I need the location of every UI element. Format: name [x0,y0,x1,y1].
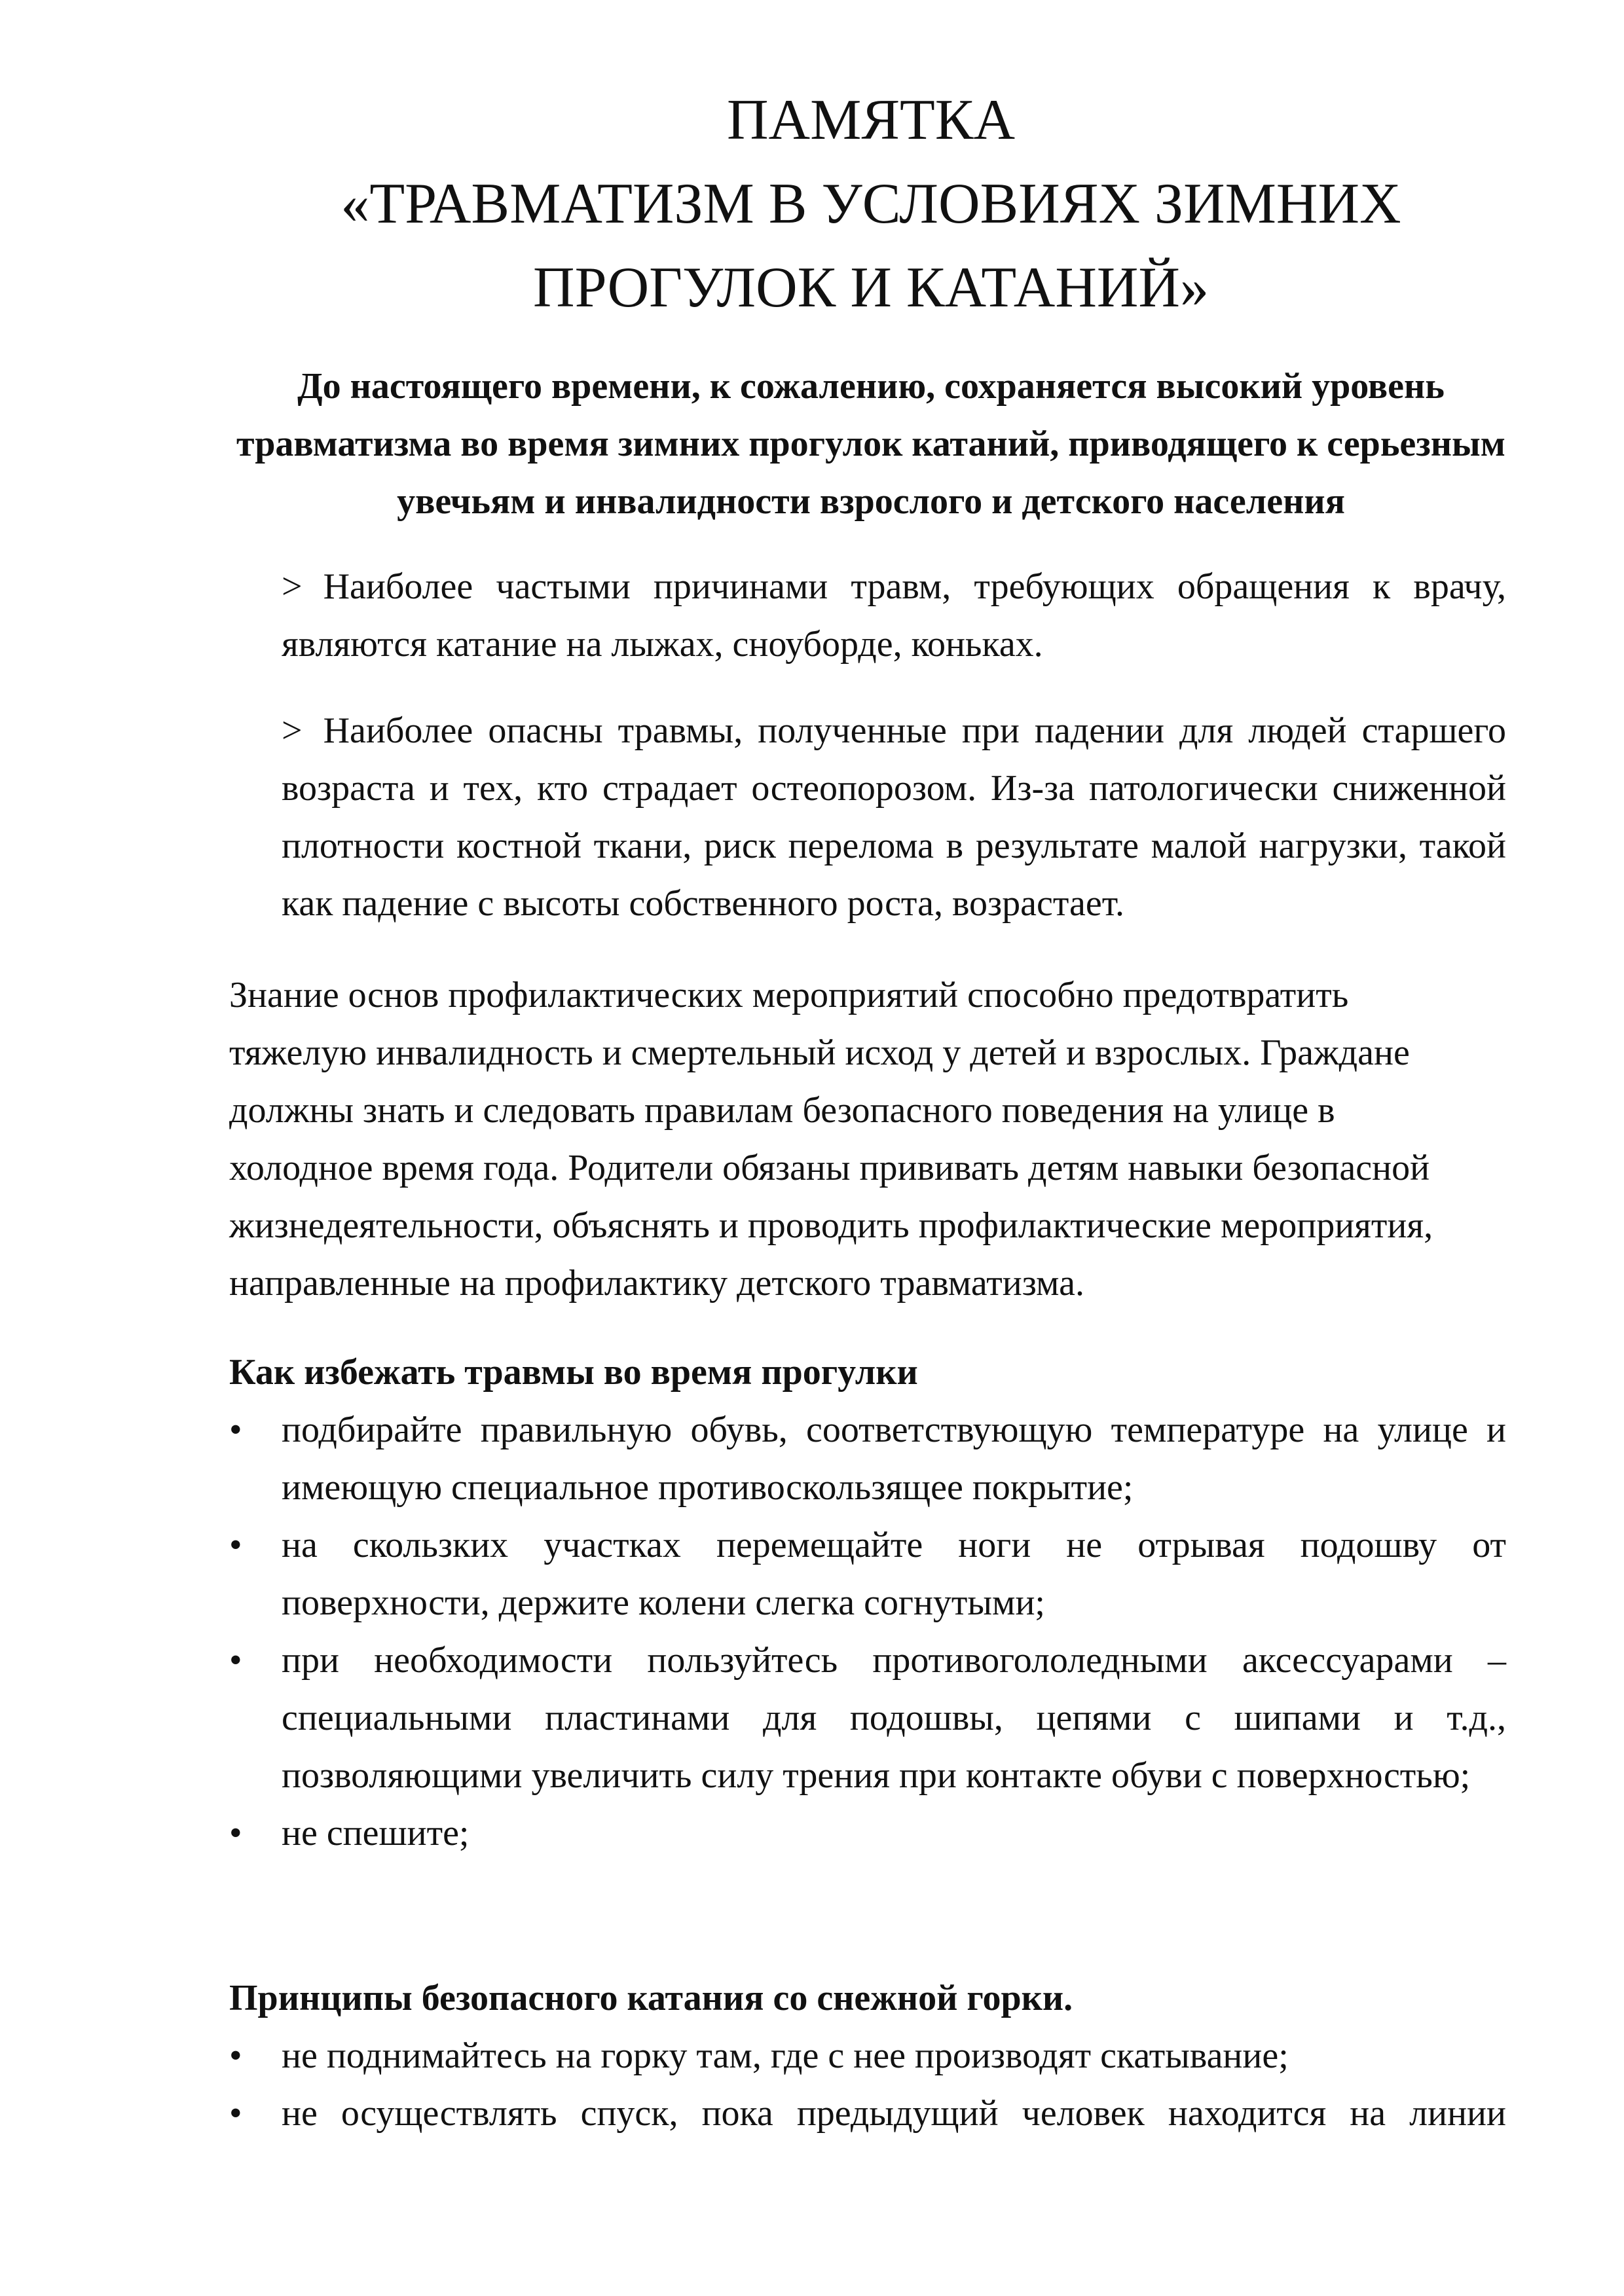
list-item-text: при необходимости пользуйтесь противогололедными аксессуарами – специальными пластинами для подошвы, цепями с шипами и т.д., позволяющими увеличить силу трения при контакте обуви с поверхностью; [282,1640,1506,1796]
paragraph-line: жизнедеятельности, объяснять и проводить профилактические мероприятия, [229,1205,1433,1246]
list-item-text: не спешите; [282,1813,470,1853]
paragraph-line: Знание основ профилактических мероприятий способно предотвратить [229,975,1349,1015]
bullet-icon: • [229,2035,242,2076]
list-item [229,1401,1506,1516]
paragraph-line: холодное время года. Родители обязаны прививать детям навыки безопасной [229,1148,1430,1188]
arrow-item-dangers [282,702,1506,932]
list-item [229,1631,1506,1804]
prevention-paragraph [229,966,1506,1312]
list-item [229,2085,1506,2142]
arrow-item-text: Наиболее опасны травмы, полученные при падении для людей старшего возраста и тех, кто страдает остеопорозом. Из-за патологически сниженной плотности костной ткани, риск перелома в результате малой нагрузки, такой как падение с высоты собственного роста, возрастает. [282,710,1506,924]
list-item [229,1516,1506,1631]
bullet-icon: • [229,1813,242,1853]
intro-statement: До настоящего времени, к сожалению, сохраняется высокий уровень травматизма во время зимних прогулок катаний, приводящего к серьезным увечьям и инвалидности взрослого и детского населения [236,366,1505,522]
bullet-icon: • [229,2093,242,2134]
list-item [229,1804,1506,1862]
paragraph-line: направленные на профилактику детского травматизма. [229,1263,1084,1303]
bullet-icon: • [229,1410,242,1450]
title-line-2: «ТРАВМАТИЗМ В УСЛОВИЯХ ЗИМНИХ [341,172,1401,236]
title-line-1: ПАМЯТКА [726,88,1016,152]
walk-tips-list [229,1401,1506,1862]
paragraph-line: должны знать и следовать правилам безопасного поведения на улице в [229,1090,1335,1131]
list-item-text: не осуществлять спуск, пока предыдущий человек находится на линии [282,2093,1506,2134]
title-line-3: ПРОГУЛОК И КАТАНИЙ» [533,256,1209,319]
bullet-icon: • [229,1525,242,1565]
document-title [183,79,1559,330]
list-item-text: на скользких участках перемещайте ноги не отрывая подошву от поверхности, держите колени слегка согнутыми; [282,1525,1506,1623]
slide-rules-list [229,2027,1506,2142]
arrow-item-causes [282,558,1506,673]
arrow-marker: > [282,710,303,751]
list-item [229,2027,1506,2085]
paragraph-line: тяжелую инвалидность и смертельный исход у детей и взрослых. Граждане [229,1032,1410,1073]
arrow-item-text: Наиболее частыми причинами травм, требующих обращения к врачу, являются катание на лыжах, сноуборде, коньках. [282,566,1506,665]
section-heading-slide: Принципы безопасного катания со снежной горки. [229,1978,1073,2018]
list-item-text: не поднимайтесь на горку там, где с нее производят скатывание; [282,2035,1289,2076]
section-heading-walk: Как избежать травмы во время прогулки [229,1352,918,1393]
list-item-text: подбирайте правильную обувь, соответствующую температуре на улице и имеющую специальное противоскользящее покрытие; [282,1410,1506,1508]
bullet-icon: • [229,1640,242,1681]
arrow-marker: > [282,566,303,607]
